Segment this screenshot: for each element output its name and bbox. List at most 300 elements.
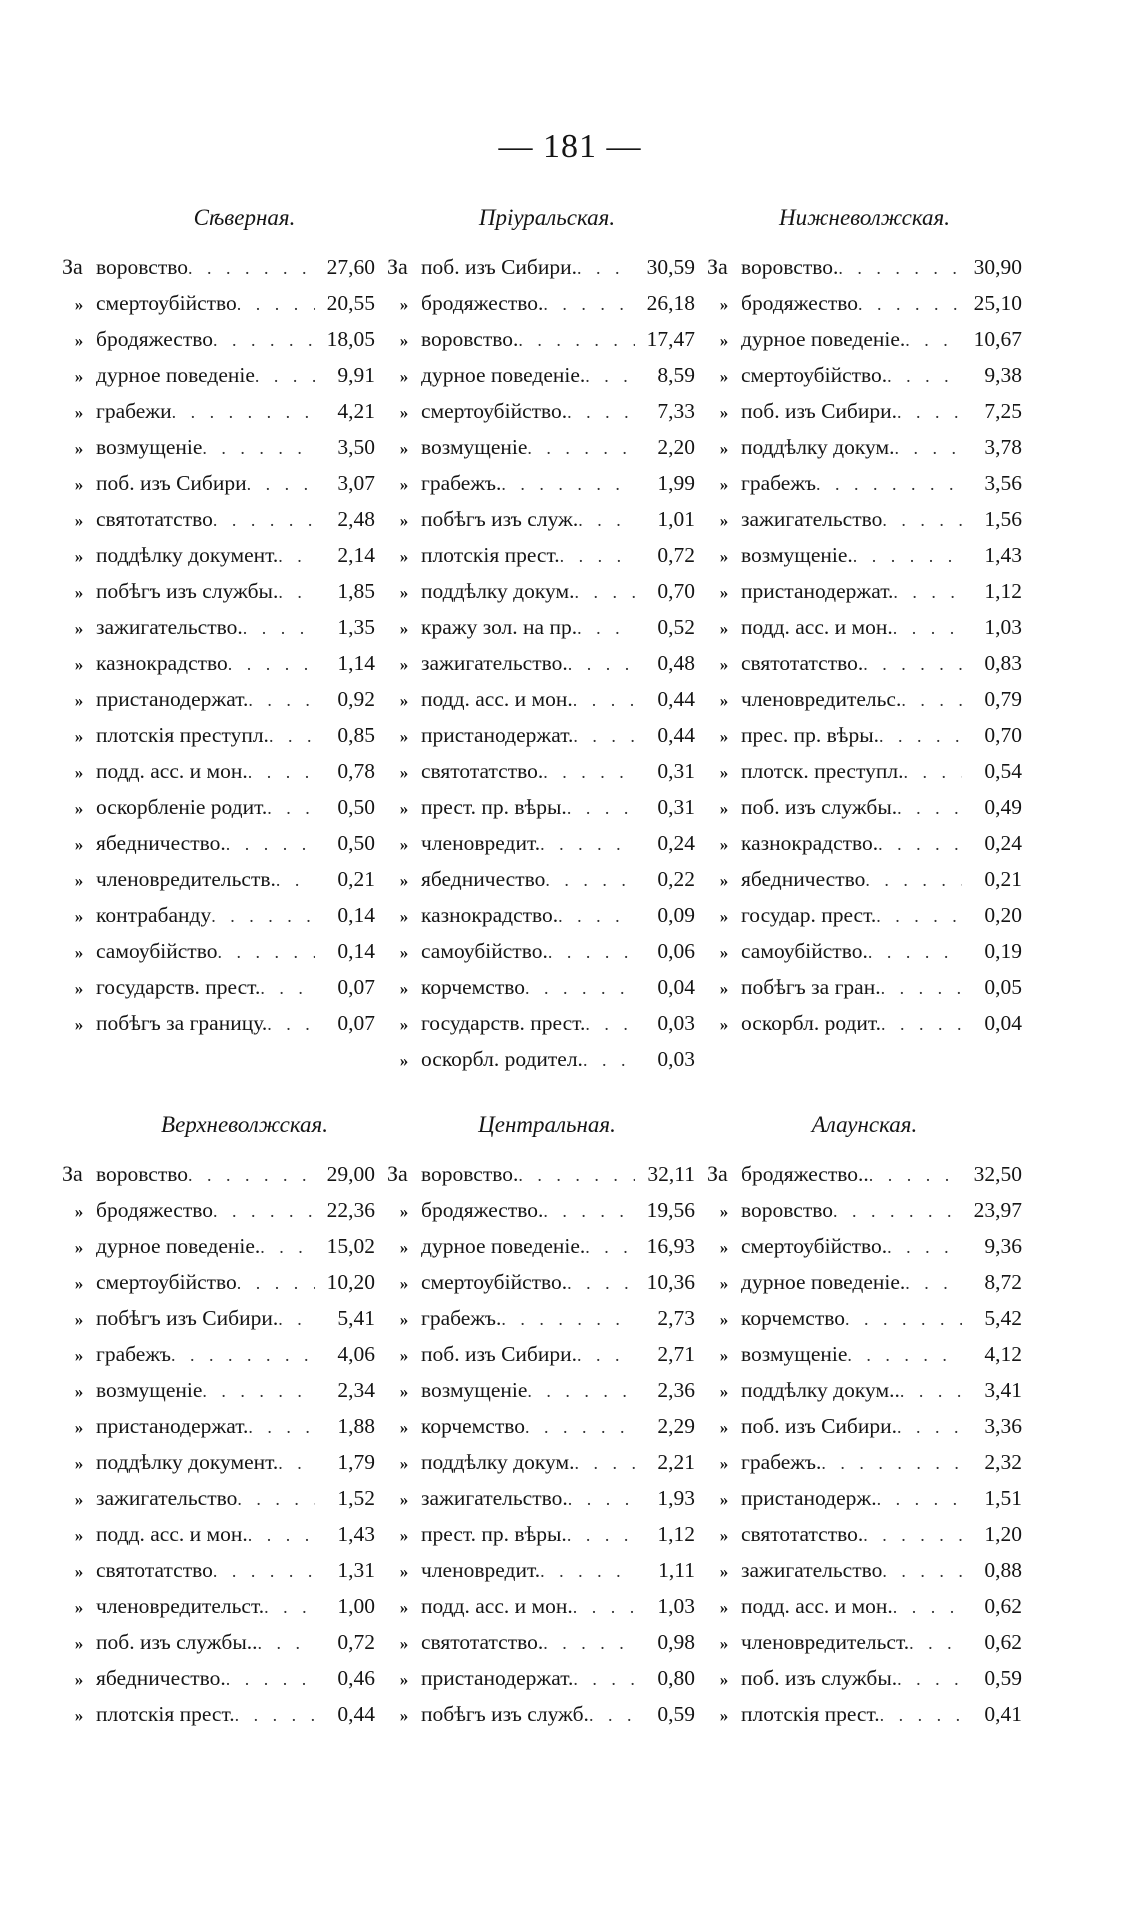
row-prefix: » <box>719 1346 729 1365</box>
crime-row <box>62 285 387 321</box>
crime-row <box>62 609 387 645</box>
row-prefix: » <box>74 835 84 854</box>
leader-dots <box>816 466 962 502</box>
leader-dots <box>525 1409 635 1445</box>
leader-dots <box>865 862 962 898</box>
row-prefix: За <box>62 1161 83 1186</box>
column-heading: Алаунская. <box>811 1112 918 1137</box>
crime-value: 0,49 <box>984 795 1022 819</box>
row-prefix: » <box>399 763 409 782</box>
leader-dots <box>881 970 962 1006</box>
crime-label: святотатство. <box>741 651 864 675</box>
crime-value: 0,14 <box>337 903 375 927</box>
row-prefix: » <box>719 1454 729 1473</box>
crime-value: 0,07 <box>337 975 375 999</box>
crime-row <box>62 1696 387 1732</box>
crime-value: 0,72 <box>657 543 695 567</box>
row-prefix: » <box>74 1202 84 1221</box>
crime-row <box>62 1300 387 1336</box>
column-heading: Центральная. <box>478 1112 616 1137</box>
crime-value: 0,04 <box>657 975 695 999</box>
crime-row <box>387 1336 707 1372</box>
leader-dots <box>188 250 315 286</box>
row-prefix: » <box>719 1706 729 1725</box>
section-upper <box>62 203 1022 1077</box>
leader-dots <box>543 286 635 322</box>
crime-value: 9,36 <box>984 1234 1022 1258</box>
row-prefix: » <box>399 1670 409 1689</box>
crime-row <box>62 1005 387 1041</box>
crime-label: дурное поведеніе. <box>741 1270 906 1294</box>
row-prefix: » <box>719 511 729 530</box>
crime-value: 1,99 <box>657 471 695 495</box>
crime-value: 0,83 <box>984 651 1022 675</box>
row-prefix: » <box>719 331 729 350</box>
row-prefix: » <box>719 475 729 494</box>
crime-value: 1,31 <box>337 1558 375 1582</box>
row-prefix: » <box>399 979 409 998</box>
crime-label: бродяжество.. <box>741 1162 869 1186</box>
row-prefix: » <box>74 475 84 494</box>
crime-value: 1,85 <box>337 579 375 603</box>
crime-value: 0,79 <box>984 687 1022 711</box>
crime-row <box>387 1516 707 1552</box>
crime-row <box>707 285 1022 321</box>
crime-label: возмущеніе <box>96 435 203 459</box>
crime-value: 3,36 <box>984 1414 1022 1438</box>
row-prefix: » <box>719 1238 729 1257</box>
row-prefix: » <box>74 1562 84 1581</box>
row-prefix: » <box>399 1202 409 1221</box>
leader-dots <box>560 538 635 574</box>
crime-row <box>707 1660 1022 1696</box>
row-prefix: » <box>719 1598 729 1617</box>
crime-label: подд. асс. и мон. <box>421 687 573 711</box>
crime-row <box>387 1041 707 1077</box>
leader-dots <box>540 826 635 862</box>
crime-row <box>387 249 707 285</box>
crime-row <box>62 1336 387 1372</box>
leader-dots <box>877 1481 962 1517</box>
row-prefix: » <box>719 655 729 674</box>
leader-dots <box>869 1157 962 1193</box>
leader-dots <box>217 934 315 970</box>
crime-label: грабежи <box>96 399 172 423</box>
leader-dots <box>887 358 962 394</box>
crime-label: кражу зол. на пр. <box>421 615 578 639</box>
leader-dots <box>863 646 962 682</box>
leader-dots <box>278 1445 315 1481</box>
crime-list <box>707 1156 1022 1732</box>
crime-label: пристанодержат. <box>741 579 894 603</box>
crime-value: 2,36 <box>657 1378 695 1402</box>
leader-dots <box>905 1265 962 1301</box>
crime-label: побѣгъ за границу. <box>96 1011 268 1035</box>
crime-row <box>387 1552 707 1588</box>
leader-dots <box>567 394 635 430</box>
crime-value: 0,85 <box>337 723 375 747</box>
leader-dots <box>897 1409 962 1445</box>
crime-row <box>707 1300 1022 1336</box>
crime-value: 0,50 <box>337 831 375 855</box>
row-prefix: » <box>74 403 84 422</box>
row-prefix: » <box>74 439 84 458</box>
crime-label: самоубійство <box>96 939 218 963</box>
crime-row <box>62 1192 387 1228</box>
crime-label: смертоубійство. <box>421 399 568 423</box>
leader-dots <box>893 574 962 610</box>
crime-value: 0,59 <box>657 1702 695 1726</box>
crime-label: членовредительст. <box>96 1594 265 1618</box>
crime-label: смертоубійство. <box>421 1270 568 1294</box>
row-prefix: » <box>719 727 729 746</box>
crime-label: плотскія прест. <box>421 543 560 567</box>
leader-dots <box>518 322 635 358</box>
crime-value: 0,62 <box>984 1630 1022 1654</box>
crime-label: побѣгъ изъ службы. <box>96 579 279 603</box>
row-prefix: » <box>74 799 84 818</box>
crime-label: грабежъ. <box>421 1306 502 1330</box>
crime-value: 26,18 <box>646 291 695 315</box>
crime-label: дурное поведеніе. <box>96 1234 261 1258</box>
crime-label: дурное поведеніе. <box>741 327 906 351</box>
row-prefix: » <box>74 1015 84 1034</box>
leader-dots <box>585 1006 635 1042</box>
row-prefix: » <box>399 1490 409 1509</box>
row-prefix: » <box>719 1382 729 1401</box>
crime-row <box>62 753 387 789</box>
row-prefix: » <box>399 547 409 566</box>
row-prefix: » <box>399 1706 409 1725</box>
row-prefix: » <box>399 1274 409 1293</box>
crime-value: 0,54 <box>984 759 1022 783</box>
crime-row <box>387 1624 707 1660</box>
crime-value: 0,52 <box>657 615 695 639</box>
crime-value: 22,36 <box>326 1198 375 1222</box>
crime-label: поб. изъ службы.. <box>96 1630 258 1654</box>
crime-value: 8,72 <box>984 1270 1022 1294</box>
row-prefix: » <box>399 871 409 890</box>
crime-label: казнокрадство <box>96 651 228 675</box>
leader-dots <box>897 790 962 826</box>
crime-label: плотскія преступл. <box>96 723 269 747</box>
crime-label: ябедничество <box>421 867 546 891</box>
row-prefix: » <box>74 691 84 710</box>
crime-row <box>62 1552 387 1588</box>
crime-value: 2,73 <box>657 1306 695 1330</box>
crime-row <box>387 537 707 573</box>
leader-dots <box>882 1553 962 1589</box>
leader-dots <box>585 358 635 394</box>
crime-row <box>387 1660 707 1696</box>
leader-dots <box>909 1625 962 1661</box>
crime-row <box>707 645 1022 681</box>
crime-label: казнокрадство. <box>741 831 879 855</box>
row-prefix: » <box>399 475 409 494</box>
crime-label: корчемство <box>741 1306 845 1330</box>
row-prefix: » <box>719 943 729 962</box>
crime-row <box>707 1005 1022 1041</box>
crime-label: ябедничество <box>741 867 866 891</box>
crime-label: святотатство. <box>741 1522 864 1546</box>
crime-label: дурное поведеніе <box>96 363 255 387</box>
crime-row <box>387 1408 707 1444</box>
crime-label: поб. изъ службы. <box>741 1666 898 1690</box>
row-prefix: » <box>719 763 729 782</box>
leader-dots <box>897 394 962 430</box>
crime-row <box>707 429 1022 465</box>
crime-value: 1,51 <box>984 1486 1022 1510</box>
crime-row <box>707 933 1022 969</box>
crime-row <box>707 501 1022 537</box>
row-prefix: » <box>74 1238 84 1257</box>
row-prefix: » <box>399 1526 409 1545</box>
crime-label: грабежъ <box>741 471 816 495</box>
crime-value: 0,24 <box>984 831 1022 855</box>
leader-dots <box>248 1517 315 1553</box>
crime-list <box>387 249 707 1077</box>
section-lower <box>62 1110 1022 1732</box>
leader-dots <box>567 790 635 826</box>
crime-value: 2,21 <box>657 1450 695 1474</box>
row-prefix: » <box>719 583 729 602</box>
crime-label: прест. пр. вѣры. <box>421 1522 567 1546</box>
crime-value: 0,78 <box>337 759 375 783</box>
leader-dots <box>567 1265 635 1301</box>
crime-label: зажигательство. <box>421 1486 568 1510</box>
row-prefix: » <box>399 1454 409 1473</box>
crime-label: зажигательство <box>96 1486 238 1510</box>
crime-value: 3,50 <box>337 435 375 459</box>
crime-label: святотатство <box>96 507 213 531</box>
crime-row <box>387 897 707 933</box>
leader-dots <box>248 754 315 790</box>
crime-value: 4,12 <box>984 1342 1022 1366</box>
crime-label: грабежъ. <box>421 471 502 495</box>
row-prefix: » <box>399 331 409 350</box>
crime-value: 1,93 <box>657 1486 695 1510</box>
leader-dots <box>213 322 315 358</box>
leader-dots <box>527 430 635 466</box>
leader-dots <box>202 430 315 466</box>
leader-dots <box>568 1481 635 1517</box>
crime-row <box>707 825 1022 861</box>
crime-value: 19,56 <box>646 1198 695 1222</box>
row-prefix: » <box>74 1418 84 1437</box>
crime-value: 2,34 <box>337 1378 375 1402</box>
crime-value: 32,11 <box>647 1162 695 1186</box>
row-prefix: » <box>719 907 729 926</box>
leader-dots <box>543 1193 635 1229</box>
crime-label: зажигательство <box>741 1558 883 1582</box>
leader-dots <box>876 898 962 934</box>
leader-dots <box>237 286 315 322</box>
crime-value: 15,02 <box>326 1234 375 1258</box>
crime-label: бродяжество <box>96 1198 213 1222</box>
crime-value: 0,72 <box>337 1630 375 1654</box>
crime-label: пристанодержат. <box>96 687 249 711</box>
crime-value: 2,20 <box>657 435 695 459</box>
column-severnaya <box>62 203 387 1077</box>
leader-dots <box>226 1661 315 1697</box>
leader-dots <box>527 1373 635 1409</box>
crime-list <box>387 1156 707 1732</box>
crime-row <box>387 465 707 501</box>
crime-value: 1,79 <box>337 1450 375 1474</box>
crime-label: подд. асс. и мон. <box>96 1522 248 1546</box>
crime-value: 1,43 <box>984 543 1022 567</box>
crime-value: 2,29 <box>657 1414 695 1438</box>
crime-label: плотскія прест. <box>96 1702 235 1726</box>
leader-dots <box>278 574 315 610</box>
leader-dots <box>269 718 315 754</box>
crime-row <box>707 1444 1022 1480</box>
crime-value: 2,48 <box>337 507 375 531</box>
crime-value: 18,05 <box>326 327 375 351</box>
crime-value: 1,88 <box>337 1414 375 1438</box>
row-prefix: » <box>719 1418 729 1437</box>
row-prefix: » <box>719 1274 729 1293</box>
leader-dots <box>518 1157 635 1193</box>
crime-value: 0,14 <box>337 939 375 963</box>
row-prefix: » <box>719 835 729 854</box>
leader-dots <box>894 430 962 466</box>
crime-value: 27,60 <box>326 255 375 279</box>
leader-dots <box>878 826 962 862</box>
crime-row <box>387 717 707 753</box>
leader-dots <box>585 1229 635 1265</box>
crime-value: 0,31 <box>657 795 695 819</box>
crime-label: ябедничество. <box>96 1666 226 1690</box>
crime-value: 3,78 <box>984 435 1022 459</box>
crime-row <box>387 393 707 429</box>
row-prefix: » <box>719 1490 729 1509</box>
row-prefix: » <box>74 1274 84 1293</box>
leader-dots <box>237 1481 315 1517</box>
crime-label: пристанодержат. <box>96 1414 249 1438</box>
crime-value: 0,44 <box>337 1702 375 1726</box>
crime-row <box>707 1516 1022 1552</box>
crime-row <box>62 1408 387 1444</box>
row-prefix: » <box>399 1562 409 1581</box>
row-prefix: » <box>719 871 729 890</box>
crime-row <box>387 969 707 1005</box>
column-alaunskaya <box>707 1110 1022 1732</box>
leader-dots <box>845 1301 962 1337</box>
row-prefix: » <box>399 1598 409 1617</box>
crime-label: дурное поведеніе. <box>421 1234 586 1258</box>
crime-row <box>707 1156 1022 1192</box>
leader-dots <box>501 1301 635 1337</box>
leader-dots <box>893 1589 962 1625</box>
leader-dots <box>188 1157 315 1193</box>
crime-row <box>62 537 387 573</box>
leader-dots <box>211 898 315 934</box>
crime-label: святотатство. <box>421 1630 544 1654</box>
crime-row <box>707 573 1022 609</box>
crime-row <box>62 969 387 1005</box>
row-prefix: » <box>74 367 84 386</box>
crime-label: самоубійство. <box>741 939 868 963</box>
crime-list <box>707 249 1022 1041</box>
crime-value: 0,21 <box>984 867 1022 891</box>
crime-value: 30,90 <box>973 255 1022 279</box>
leader-dots <box>543 754 635 790</box>
crime-row <box>62 681 387 717</box>
leader-dots <box>171 1337 315 1373</box>
crime-label: поб. изъ Сибири. <box>421 1342 577 1366</box>
row-prefix: » <box>399 691 409 710</box>
crime-row <box>62 789 387 825</box>
row-prefix: » <box>719 1562 729 1581</box>
crime-row <box>62 861 387 897</box>
row-prefix: » <box>719 1015 729 1034</box>
crime-row <box>387 501 707 537</box>
row-prefix: За <box>707 254 728 279</box>
leader-dots <box>887 1229 962 1265</box>
leader-dots <box>213 1193 315 1229</box>
crime-label: побѣгъ изъ служб. <box>421 1702 589 1726</box>
crime-row <box>62 1264 387 1300</box>
row-prefix: » <box>74 547 84 566</box>
row-prefix: » <box>74 727 84 746</box>
row-prefix: » <box>719 1670 729 1689</box>
crime-row <box>707 753 1022 789</box>
row-prefix: » <box>399 1346 409 1365</box>
row-prefix: » <box>399 511 409 530</box>
crime-row <box>707 1624 1022 1660</box>
crime-label: святотатство. <box>421 759 544 783</box>
row-prefix: » <box>399 1051 409 1070</box>
leader-dots <box>879 718 962 754</box>
crime-label: поб. изъ службы. <box>741 795 898 819</box>
crime-row <box>707 1192 1022 1228</box>
column-heading: Пріуральская. <box>478 205 616 230</box>
crime-row <box>387 321 707 357</box>
crime-list <box>62 249 387 1041</box>
crime-row <box>707 1552 1022 1588</box>
crime-label: поб. изъ Сибири <box>96 471 247 495</box>
crime-row <box>387 933 707 969</box>
crime-value: 1,01 <box>657 507 695 531</box>
leader-dots <box>893 610 962 646</box>
leader-dots <box>545 862 635 898</box>
crime-value: 1,00 <box>337 1594 375 1618</box>
crime-value: 1,43 <box>337 1522 375 1546</box>
row-prefix: » <box>399 943 409 962</box>
crime-label: самоубійство. <box>421 939 548 963</box>
leader-dots <box>583 1042 635 1078</box>
leader-dots <box>903 754 962 790</box>
column-nizhnevolzhskaya <box>707 203 1022 1077</box>
crime-row <box>62 1516 387 1552</box>
row-prefix: » <box>74 763 84 782</box>
crime-label: членовредительст. <box>741 1630 910 1654</box>
crime-label: грабежъ <box>96 1342 171 1366</box>
crime-label: бродяжество <box>96 327 213 351</box>
leader-dots <box>260 1229 315 1265</box>
leader-dots <box>213 1553 315 1589</box>
crime-value: 16,93 <box>646 1234 695 1258</box>
leader-dots <box>573 1661 635 1697</box>
crime-value: 0,07 <box>337 1011 375 1035</box>
crime-row <box>387 357 707 393</box>
crime-row <box>62 933 387 969</box>
leader-dots <box>202 1373 315 1409</box>
crime-value: 29,00 <box>326 1162 375 1186</box>
crime-label: святотатство <box>96 1558 213 1582</box>
crime-value: 0,41 <box>984 1702 1022 1726</box>
